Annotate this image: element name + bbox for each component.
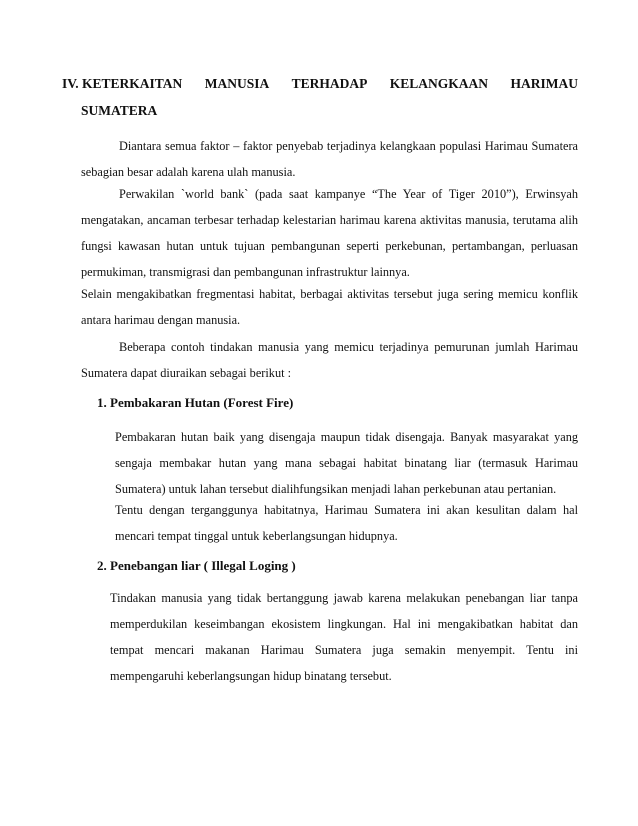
chapter-heading-line-1 [62, 70, 578, 97]
heading-word-4: KELANGKAAN [389, 76, 489, 91]
chapter-heading-line-2: SUMATERA [81, 103, 158, 118]
paragraph-forest-fire-2: Tentu dengan terganggunya habitatnya, Harimau Sumatera ini akan kesulitan dalam hal mencari tempat tinggal untuk keberlangsungan hidupnya. [115, 503, 578, 543]
paragraph-examples-intro: Beberapa contoh tindakan manusia yang memicu terjadinya pemurunan jumlah Harimau Sumatera dapat diuraikan sebagai berikut : [81, 340, 578, 380]
chapter-numeral: IV. [62, 76, 79, 91]
heading-word-2: MANUSIA [204, 76, 270, 91]
paragraph-intro: Diantara semua faktor – faktor penyebab terjadinya kelangkaan populasi Harimau Sumatera sebagian besar adalah karena ulah manusia. [81, 139, 578, 179]
section-heading-illegal-logging: 2. Penebangan liar ( Illegal Loging ) [97, 558, 296, 573]
paragraph-world-bank: Perwakilan `world bank` (pada saat kampanye “The Year of Tiger 2010”), Erwinsyah mengatakan, ancaman terbesar terhadap kelestarian harimau karena aktivitas manusia, terutama alih fungsi kawasan hutan untuk tujuan pembangunan seperti perkebunan, pertambangan, perluasan permukiman, transmigrasi dan pembangunan infrastruktur lainnya. [81, 187, 578, 279]
paragraph-fragmentation: Selain mengakibatkan fregmentasi habitat, berbagai aktivitas tersebut juga sering memicu konflik antara harimau dengan manusia. [81, 287, 578, 327]
section-heading-forest-fire: 1. Pembakaran Hutan (Forest Fire) [97, 395, 294, 410]
paragraph-illegal-logging: Tindakan manusia yang tidak bertanggung jawab karena melakukan penebangan liar tanpa memperdukilan keseimbangan ekosistem lingkungan. Hal ini mengakibatkan habitat dan tempat mencari makanan Harimau Sumatera juga semakin menyempit. Tentu ini mempengaruhi keberlangsungan hidup binatang tersebut. [110, 591, 578, 683]
heading-word-3: TERHADAP [291, 76, 368, 91]
heading-word-5: HARIMAU [510, 76, 578, 91]
chapter-heading [62, 70, 578, 124]
paragraph-forest-fire-1: Pembakaran hutan baik yang disengaja maupun tidak disengaja. Banyak masyarakat yang sengaja membakar hutan yang mana sebagai habitat binatang liar (termasuk Harimau Sumatera) untuk lahan tersebut dialihfungsikan menjadi lahan perkebunan atau pertanian. [115, 430, 578, 496]
heading-word-1: IV. KETERKAITAN [62, 76, 183, 91]
